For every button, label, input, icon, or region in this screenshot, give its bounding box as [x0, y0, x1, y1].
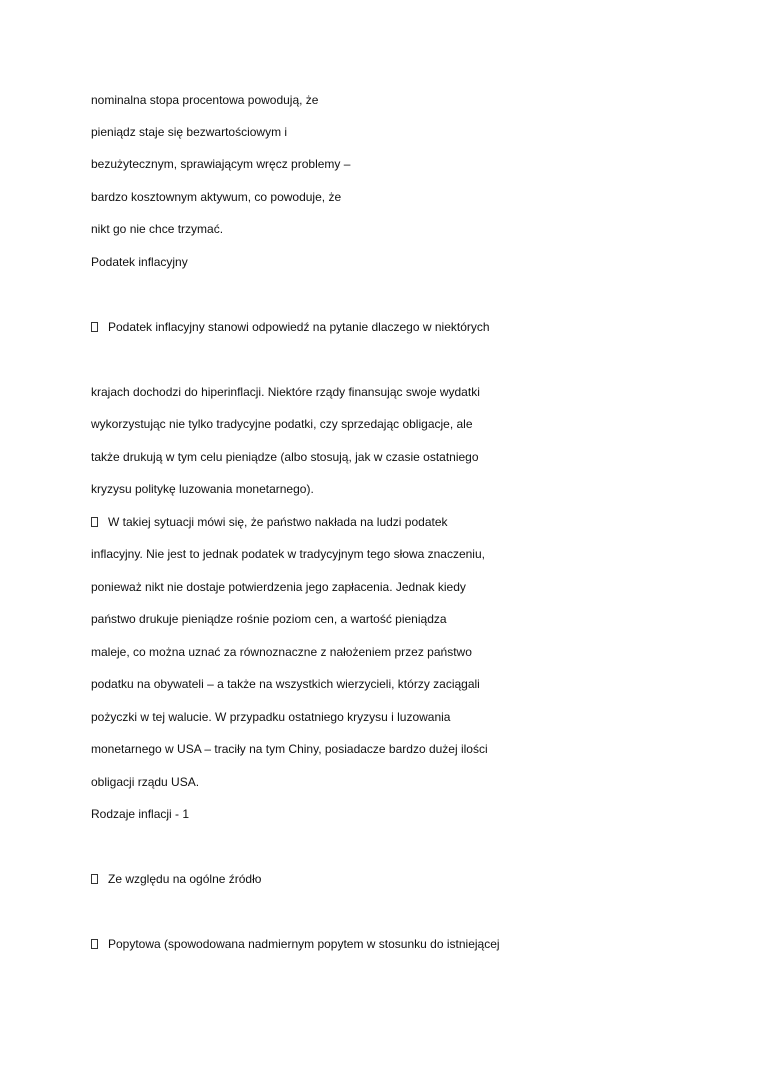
text-line: obligacji rządu USA.: [91, 775, 200, 789]
bullet-text: Popytowa (spowodowana nadmiernym popytem w stosunku do istniejącej: [108, 937, 500, 951]
text-line: ponieważ nikt nie dostaje potwierdzenia jego zapłacenia. Jednak kiedy: [91, 580, 466, 594]
text-line: nikt go nie chce trzymać.: [91, 222, 224, 236]
missing-glyph-box-icon: [91, 517, 98, 527]
text-line: bezużytecznym, sprawiającym wręcz problemy –: [91, 157, 351, 171]
missing-glyph-box-icon: [91, 939, 98, 949]
text-line: pożyczki w tej walucie. W przypadku ostatniego kryzysu i luzowania: [91, 710, 451, 724]
section-heading: Podatek inflacyjny: [91, 255, 188, 269]
bullet-item: [91, 319, 490, 335]
text-line: bardzo kosztownym aktywum, co powoduje, że: [91, 190, 342, 204]
bullet-item: [91, 871, 261, 887]
text-line: nominalna stopa procentowa powodują, że: [91, 93, 319, 107]
bullet-text: W takiej sytuacji mówi się, że państwo nakłada na ludzi podatek: [108, 515, 448, 529]
bullet-item: [91, 514, 448, 530]
text-line: maleje, co można uznać za równoznaczne z nałożeniem przez państwo: [91, 645, 472, 659]
bullet-text: Podatek inflacyjny stanowi odpowiedź na pytanie dlaczego w niektórych: [108, 320, 490, 334]
text-line: monetarnego w USA – traciły na tym Chiny, posiadacze bardzo dużej ilości: [91, 742, 488, 756]
text-line: także drukują w tym celu pieniądze (albo stosują, jak w czasie ostatniego: [91, 450, 479, 464]
bullet-text: Ze względu na ogólne źródło: [108, 872, 262, 886]
missing-glyph-box-icon: [91, 322, 98, 332]
text-line: krajach dochodzi do hiperinflacji. Niektóre rządy finansując swoje wydatki: [91, 385, 480, 399]
text-line: wykorzystując nie tylko tradycyjne podatki, czy sprzedając obligacje, ale: [91, 417, 473, 431]
text-line: inflacyjny. Nie jest to jednak podatek w tradycyjnym tego słowa znaczeniu,: [91, 547, 485, 561]
text-line: kryzysu politykę luzowania monetarnego).: [91, 482, 314, 496]
text-line: podatku na obywateli – a także na wszystkich wierzycieli, którzy zaciągali: [91, 677, 480, 691]
text-line: pieniądz staje się bezwartościowym i: [91, 125, 288, 139]
bullet-item: [91, 936, 500, 952]
missing-glyph-box-icon: [91, 874, 98, 884]
section-heading: Rodzaje inflacji - 1: [91, 807, 190, 821]
text-line: państwo drukuje pieniądze rośnie poziom cen, a wartość pieniądza: [91, 612, 447, 626]
